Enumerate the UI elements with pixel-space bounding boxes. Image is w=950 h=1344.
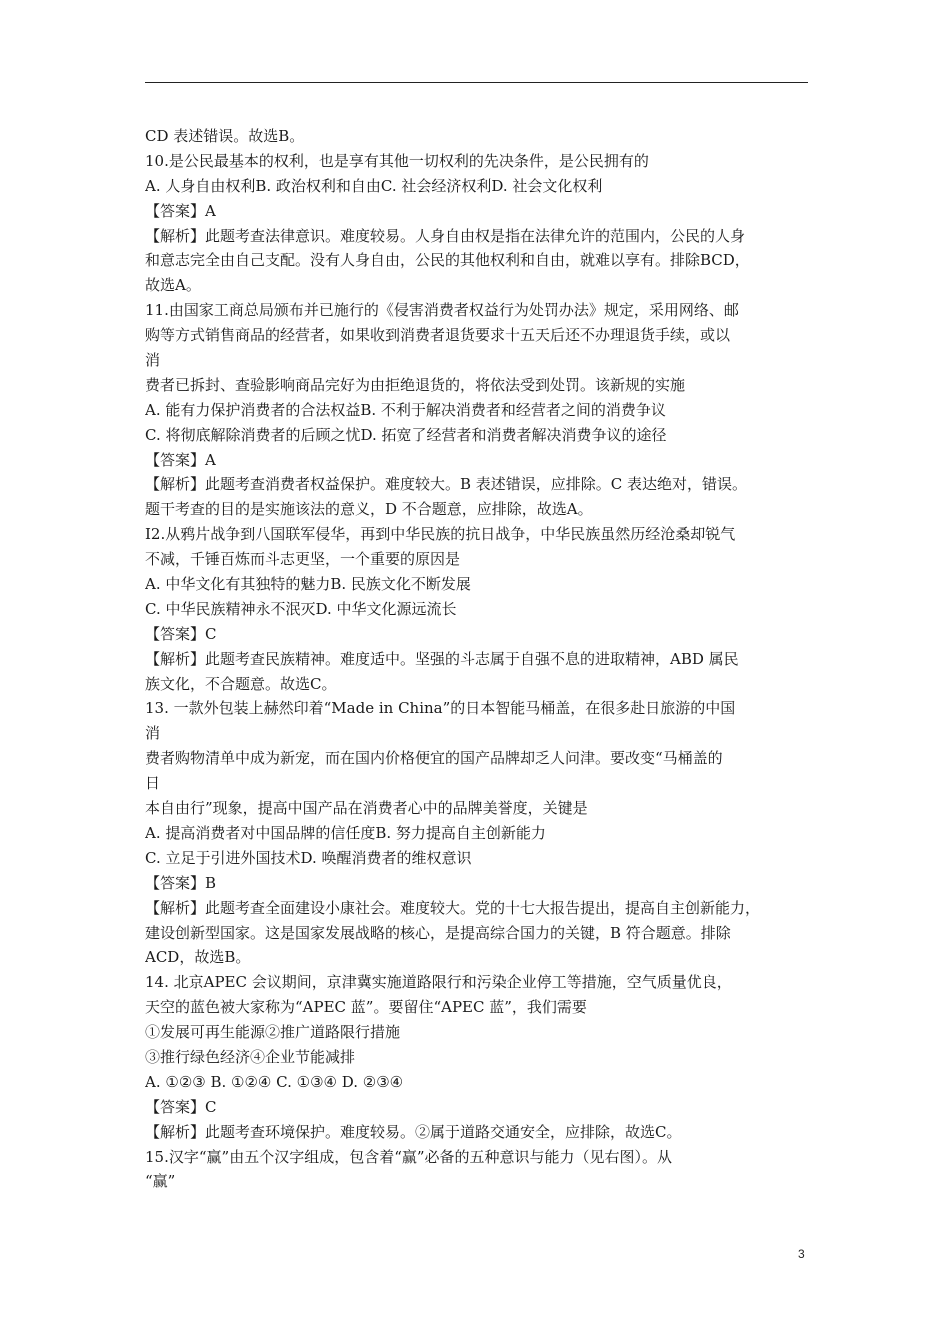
text-line: 13. 一款外包装上赫然印着“Made in China”的日本智能马桶盖，在很多赴日旅游的中国 — [145, 699, 736, 718]
text-line: 日 — [145, 774, 161, 793]
text-line: C. 立足于引进外国技术D. 唤醒消费者的维权意识 — [145, 848, 472, 867]
text-line: C. 将彻底解除消费者的后顾之忧D. 拓宽了经营者和消费者解决消费争议的途径 — [145, 425, 667, 444]
text-line: I2.从鸦片战争到八国联军侵华，再到中华民族的抗日战争，中华民族虽然历经沧桑却锐气 — [145, 525, 736, 544]
text-line: “赢” — [145, 1172, 176, 1191]
text-line: 故选A。 — [145, 276, 201, 295]
text-line: 【解析】此题考查全面建设小康社会。难度较大。党的十七大报告提出，提高自主创新能力， — [145, 898, 761, 917]
text-line: 【答案】A — [145, 201, 216, 220]
text-line: C. 中华民族精神永不泯灭D. 中华文化源远流长 — [145, 599, 457, 618]
text-line: 【答案】C — [145, 624, 217, 643]
text-line: 费者购物清单中成为新宠，而在国内价格便宜的国产品牌却乏人问津。要改变“马桶盖的 — [145, 749, 723, 768]
text-line: A. 提高消费者对中国品牌的信任度B. 努力提高自主创新能力 — [145, 823, 546, 842]
text-line: 题干考查的目的是实施该法的意义，D 不合题意，应排除，故选A。 — [145, 500, 593, 519]
text-line: ③推行绿色经济④企业节能减排 — [145, 1047, 356, 1066]
text-line: 天空的蓝色被大家称为“APEC 蓝”。要留住“APEC 蓝”，我们需要 — [145, 998, 587, 1017]
text-line: 【解析】此题考查环境保护。难度较易。②属于道路交通安全，应排除，故选C。 — [145, 1122, 682, 1141]
text-line: 消 — [145, 351, 161, 370]
text-line: 15.汉字“赢”由五个汉字组成，包含着“赢”必备的五种意识与能力（见右图）。从 — [145, 1147, 673, 1166]
text-line: 费者已拆封、查验影响商品完好为由拒绝退货的，将依法受到处罚。该新规的实施 — [145, 375, 686, 394]
text-line: A. 能有力保护消费者的合法权益B. 不利于解决消费者和经营者之间的消费争议 — [145, 400, 666, 419]
text-line: ①发展可再生能源②推广道路限行措施 — [145, 1023, 401, 1042]
text-line: 【答案】C — [145, 1097, 217, 1116]
text-line: 和意志完全由自己支配。没有人身自由，公民的其他权利和自由，就难以享有。排除BCD， — [145, 251, 750, 270]
text-line: 购等方式销售商品的经营者，如果收到消费者退货要求十五天后还不办理退货手续，或以 — [145, 326, 731, 345]
text-line: 【解析】此题考查消费者权益保护。难度较大。B 表述错误，应排除。C 表达绝对，错误。 — [145, 475, 748, 494]
text-line: 消 — [145, 724, 161, 743]
text-line: 不减，千锤百炼而斗志更坚，一个重要的原因是 — [145, 550, 461, 569]
text-line: 建设创新型国家。这是国家发展战略的核心，是提高综合国力的关键，B 符合题意。排除 — [145, 923, 731, 942]
text-line: 【答案】A — [145, 450, 216, 469]
page-number: 3 — [798, 1247, 805, 1261]
text-line: 【解析】此题考查民族精神。难度适中。坚强的斗志属于自强不息的进取精神，ABD 属民 — [145, 649, 739, 668]
text-line: 【答案】B — [145, 873, 217, 892]
page-content — [145, 124, 808, 1194]
text-line: CD 表述错误。故选B。 — [145, 127, 305, 145]
text-line: 10.是公民最基本的权利，也是享有其他一切权利的先决条件，是公民拥有的 — [145, 151, 649, 170]
text-line: 族文化，不合题意。故选C。 — [145, 674, 337, 693]
text-line: ACD，故选B。 — [145, 948, 251, 967]
text-line: A. ①②③ B. ①②④ C. ①③④ D. ②③④ — [145, 1072, 404, 1091]
text-line: 本自由行”现象，提高中国产品在消费者心中的品牌美誉度，关键是 — [145, 799, 588, 818]
text-line: 【解析】此题考查法律意识。难度较易。人身自由权是指在法律允许的范围内，公民的人身 — [145, 226, 746, 245]
text-line: A. 中华文化有其独特的魅力B. 民族文化不断发展 — [145, 575, 471, 594]
text-line: 11.由国家工商总局颁布并已施行的《侵害消费者权益行为处罚办法》规定，采用网络、邮 — [145, 301, 739, 320]
header-rule — [145, 82, 808, 83]
text-line: 14. 北京APEC 会议期间，京津冀实施道路限行和污染企业停工等措施，空气质量优良， — [145, 973, 732, 992]
text-line: A. 人身自由权利B. 政治权利和自由C. 社会经济权利D. 社会文化权利 — [145, 176, 603, 195]
